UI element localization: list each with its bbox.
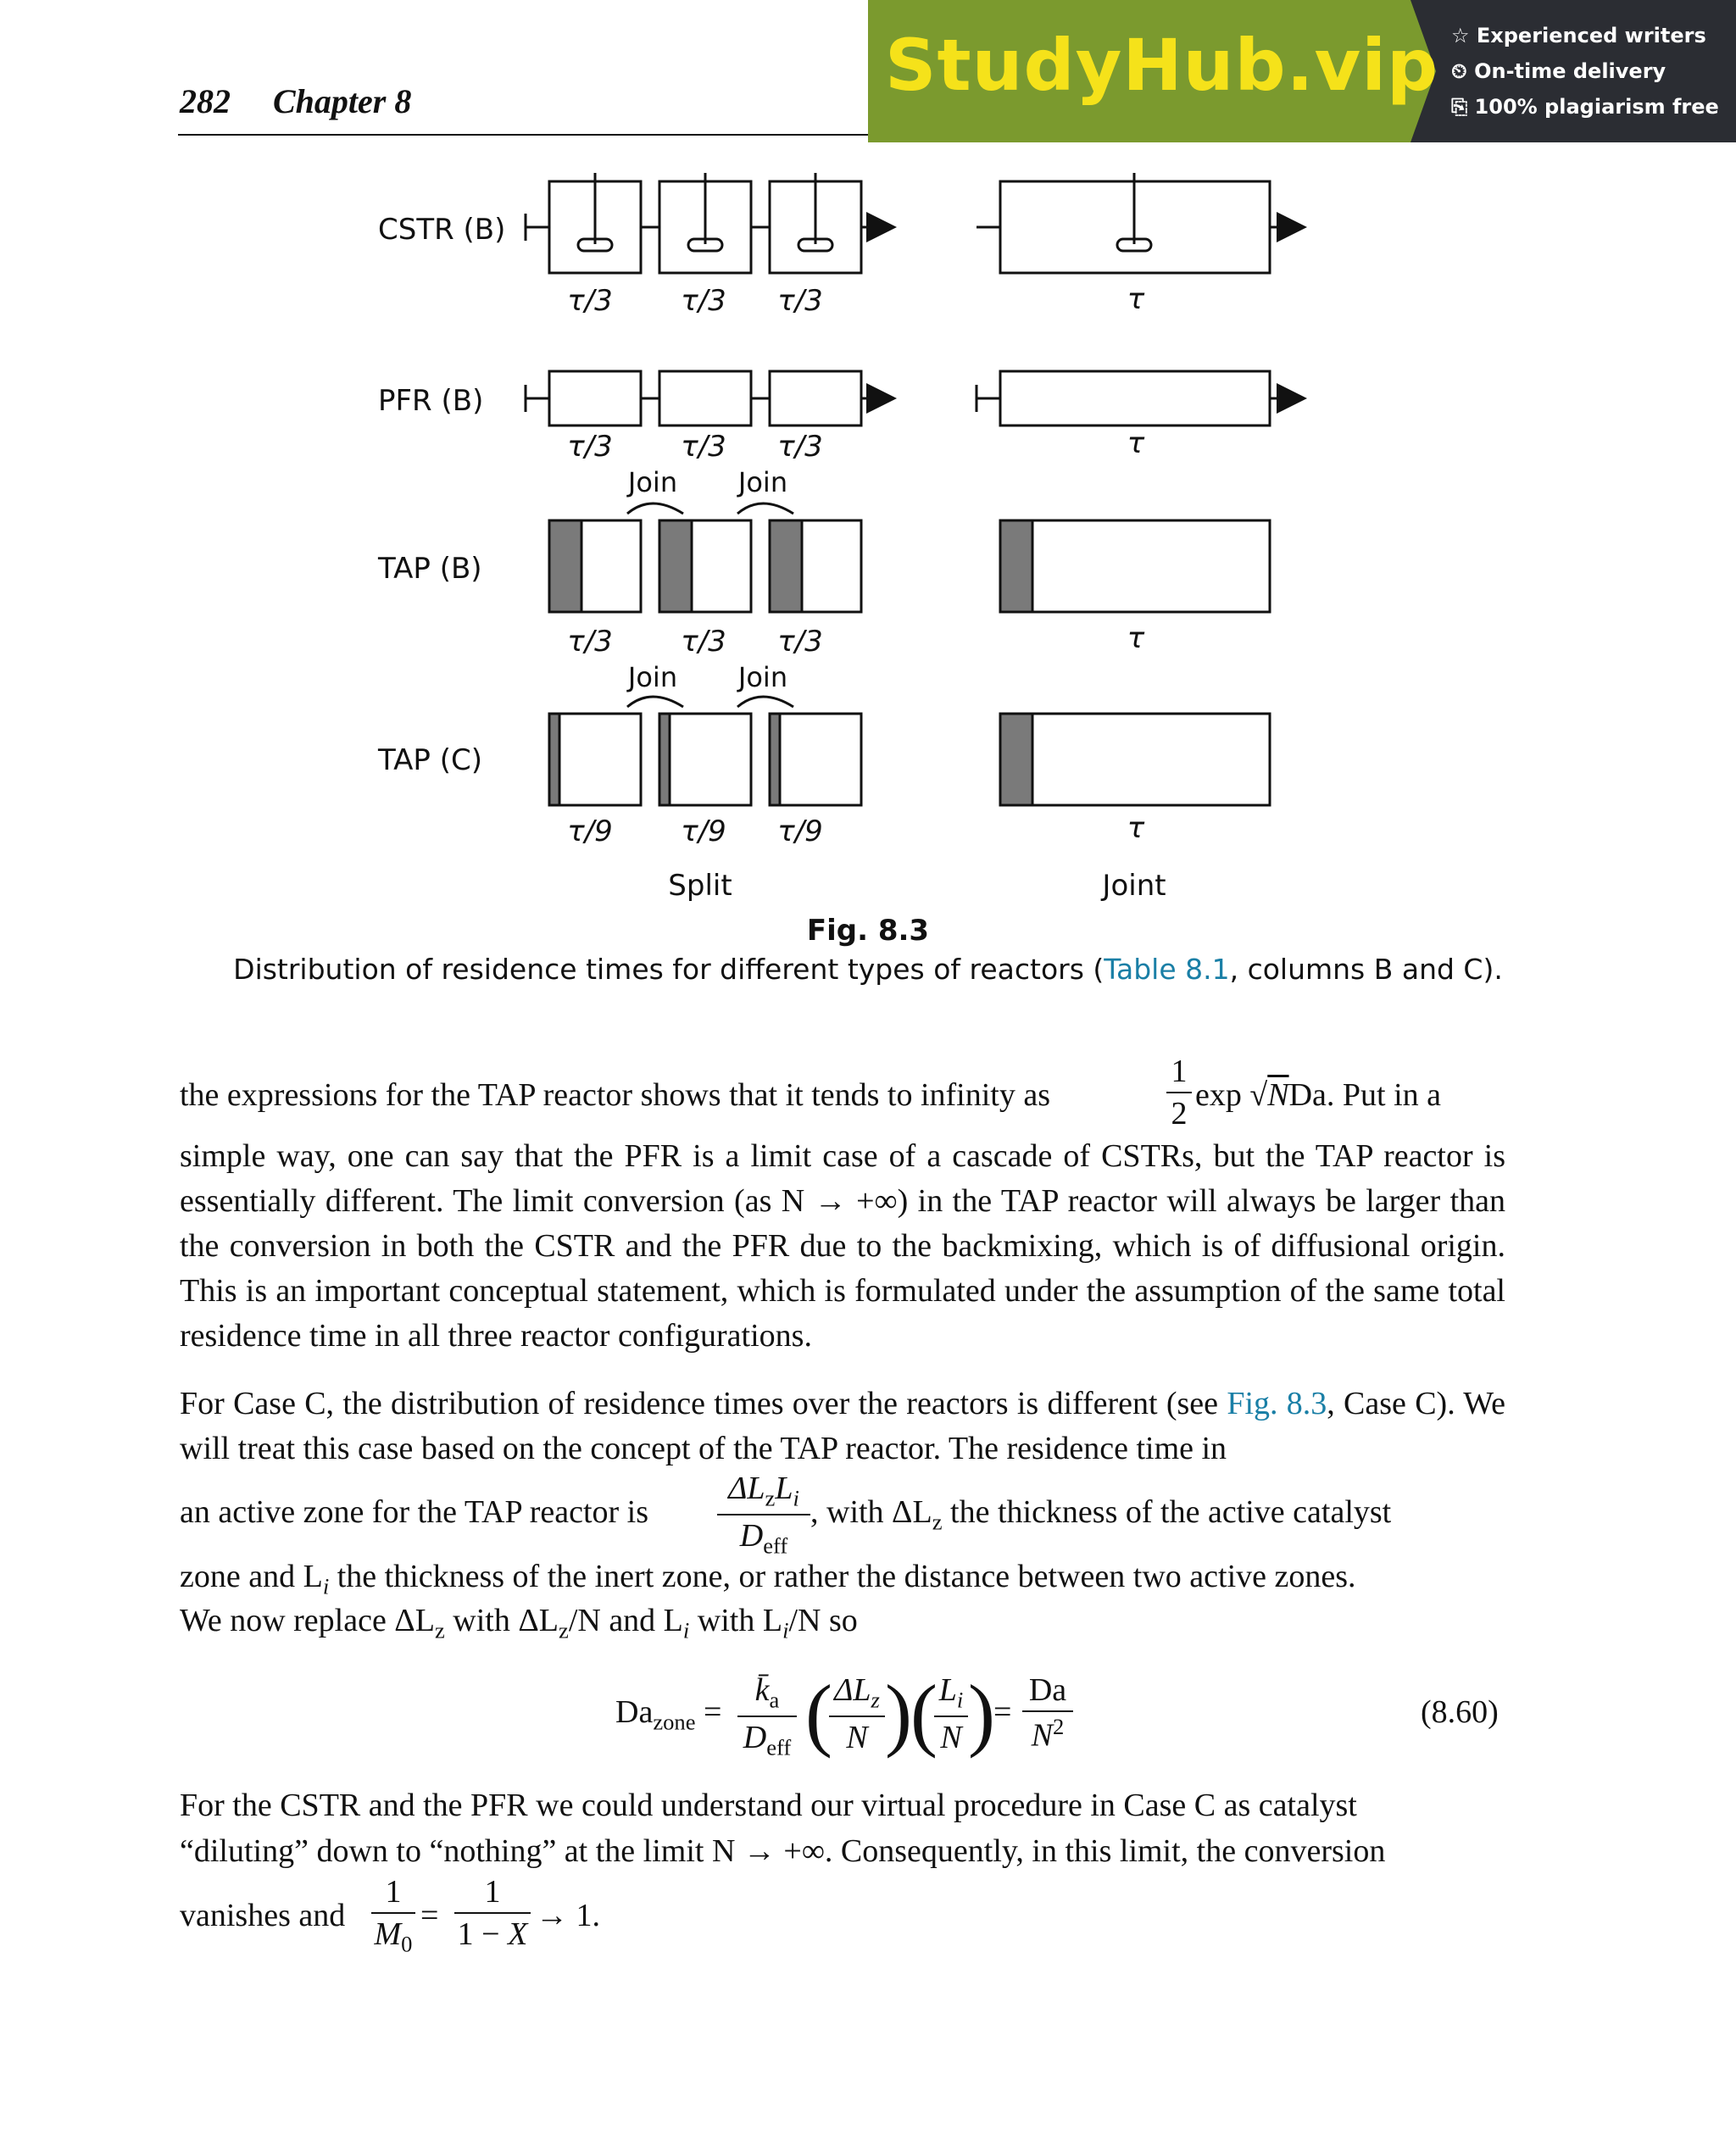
tau-label: τ/3 — [567, 625, 613, 659]
tau-label: τ/3 — [681, 430, 726, 464]
page-number: 282 — [180, 82, 231, 120]
fig-8-3-link[interactable]: Fig. 8.3 — [1227, 1386, 1327, 1421]
para1-body: simple way, one can say that the PFR is a limit case of a cascade of CSTRs, but the TAP reactor is essentially different. The limit conversion (as N → +∞) in the TAP reactor will always be larger than the conversion in both the CSTR and the PFR due to the backmixing, which is of diffusional origin. This is an important conceptual statement, which is formulated under the assumption of the same total residence time in all three reactor configurations. — [180, 1138, 1505, 1354]
eq-frac-ka-deff: $k̄_a$ $D_{eff}$ — [737, 1671, 797, 1760]
para2-line5: We now replace $\Delta L_z$ with $\Delta L_z/N$ and $L_i$ with $L_i/N$ so — [180, 1603, 858, 1643]
tau-label: τ — [1127, 282, 1145, 316]
eq-equals: = — [993, 1694, 1012, 1730]
column-label-joint: Joint — [1102, 869, 1166, 903]
para2-line3: an active zone for the TAP reactor is — [180, 1494, 649, 1530]
join-label: Join — [627, 661, 678, 693]
figure-8-3 — [0, 153, 1736, 915]
tau-label: τ/3 — [777, 625, 823, 659]
figure-label: Fig. 8.3 — [806, 914, 930, 948]
eq-paren: ) — [968, 1668, 995, 1759]
equation-number: (8.60) — [1421, 1694, 1499, 1730]
eq-paren: ) — [885, 1668, 912, 1759]
eq-frac-dlz-n: $\Delta L_z$ N — [829, 1671, 885, 1756]
join-label: Join — [737, 661, 788, 693]
join-label: Join — [627, 466, 678, 498]
column-label-split: Split — [668, 869, 732, 903]
eq-frac-da-n2: Da $N^2$ — [1022, 1671, 1073, 1755]
para1-line1-end: exp √NDa. Put in a — [1195, 1077, 1442, 1113]
brand-logo[interactable]: StudyHub.vip — [885, 24, 1439, 107]
para3-line1: For the CSTR and the PFR we could understand our virtual procedure in Case C as catalyst — [180, 1788, 1357, 1823]
eq-frac-1-1mx: 1 1 − X — [454, 1873, 531, 1953]
para3-line2: “diluting” down to “nothing” at the limit N → +∞. Consequently, in this limit, the conversion — [180, 1833, 1386, 1869]
figure-caption: Distribution of residence times for different types of reactors (Table 8.1, columns B and C). — [233, 953, 1503, 986]
residence-time-fraction: $\Delta L_zL_i$ $D_{eff}$ — [717, 1470, 810, 1559]
equation-lhs: $Da_{zone}$ = — [615, 1694, 722, 1735]
eq-paren: ( — [805, 1668, 832, 1759]
para1-line1: the expressions for the TAP reactor shows that it tends to infinity as — [180, 1077, 1051, 1113]
para2-line3-end: , with $\Delta L_z$ the thickness of the active catalyst — [810, 1494, 1392, 1535]
eq-paren: ( — [910, 1668, 938, 1759]
tau-label: τ/9 — [681, 815, 726, 848]
row-label-tap-c: TAP (C) — [378, 743, 482, 777]
feature-on-time-delivery: ⏲ On-time delivery — [1451, 59, 1666, 83]
table-8-1-link[interactable]: Table 8.1 — [1104, 953, 1230, 986]
feature-plagiarism-free: ⎘ 100% plagiarism free — [1451, 95, 1719, 119]
tau-label: τ/9 — [567, 815, 613, 848]
eq-frac-1-m0: 1 $M_0$ — [371, 1873, 415, 1958]
row-label-pfr: PFR (B) — [378, 384, 484, 418]
feature-experienced-writers: ☆ Experienced writers — [1451, 24, 1706, 47]
eq-equals: = — [420, 1898, 439, 1933]
para2-lines-1-2: For Case C, the distribution of residence times over the reactors is different (see Fig. 8.3, Case C). We will treat this case based on the concept of the TAP reactor. The residence time in — [180, 1386, 1505, 1466]
join-label: Join — [737, 466, 788, 498]
tau-label: τ/3 — [567, 284, 613, 318]
tau-label: τ/3 — [681, 625, 726, 659]
tau-label: τ — [1127, 811, 1145, 845]
tau-label: τ — [1127, 621, 1145, 655]
half-fraction: 1 2 — [1166, 1053, 1192, 1132]
tau-label: τ/3 — [567, 430, 613, 464]
row-label-tap-b: TAP (B) — [378, 552, 482, 586]
eq-frac-li-n: $L_i$ N — [934, 1671, 968, 1756]
para3-line3-end: → 1. — [536, 1898, 600, 1933]
tau-label: τ/3 — [681, 284, 726, 318]
para3-line3: vanishes and — [180, 1898, 346, 1933]
tau-label: τ — [1127, 426, 1145, 460]
chapter-title: Chapter 8 — [273, 82, 412, 120]
row-label-cstr: CSTR (B) — [378, 213, 506, 247]
tau-label: τ/3 — [777, 284, 823, 318]
para2-line4: zone and $L_i$ the thickness of the inert zone, or rather the distance between two active zones. — [180, 1559, 1356, 1599]
tau-label: τ/3 — [777, 430, 823, 464]
tau-label: τ/9 — [777, 815, 823, 848]
